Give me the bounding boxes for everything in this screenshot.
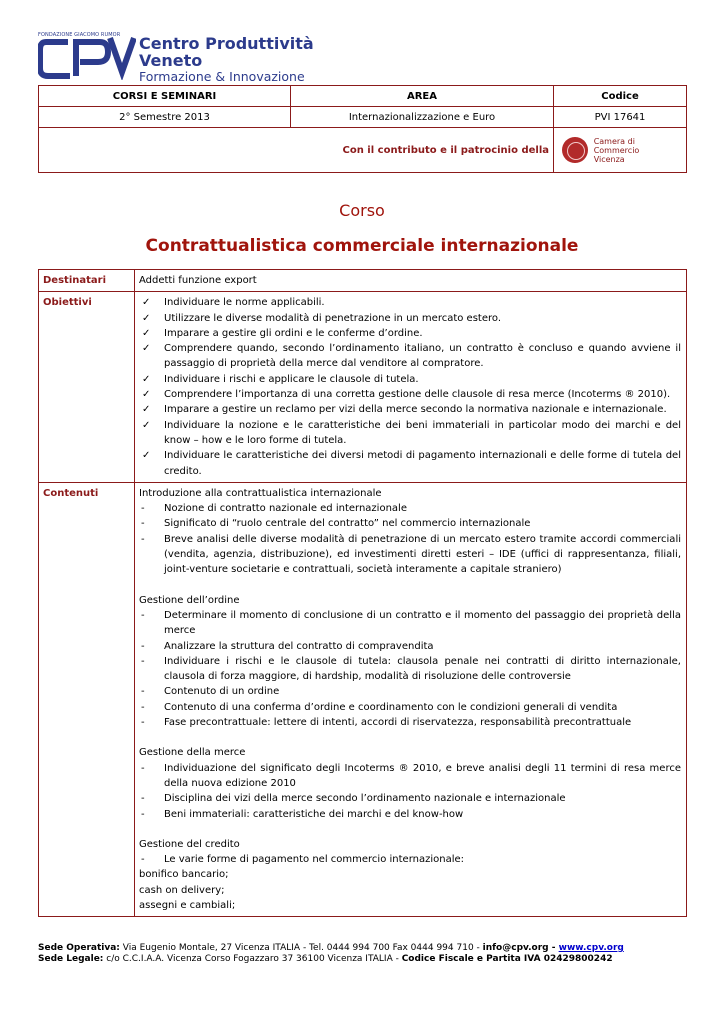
footer-operational-line: Sede Operativa: Via Eugenio Montale, 27 Vicenza ITALIA - Tel. 0444 994 700 Fax 0444 994 710 - info@cpv.org - www.cpv.org bbox=[38, 943, 624, 953]
course-label: Corso bbox=[339, 201, 385, 220]
check-icon: ✓ bbox=[142, 389, 151, 401]
list-item: - Breve analisi delle diverse modalità di penetrazione di un mercato estero tramite accordi commerciali (vendita, agenzia, distribuzione), ed investimenti diretti esteri – IDE (uffici di rappresentanza, filiali, joint-venture societarie e contrattuali, società interamente a capitale straniero) bbox=[141, 533, 681, 576]
section-intro-title: Introduzione alla contrattualistica internazionale bbox=[139, 487, 382, 499]
destinatari-label: Destinatari bbox=[39, 270, 135, 292]
footer-op-text: Via Eugenio Montale, 27 Vicenza ITALIA - Tel. 0444 994 700 Fax 0444 994 710 - bbox=[119, 943, 483, 953]
list-item: ✓ Individuare le caratteristiche dei diversi metodi di pagamento internazionali e delle forme di tutela del credito. bbox=[142, 450, 681, 477]
list-item: ✓ Individuare le norme applicabili. bbox=[139, 295, 681, 310]
payment-method: assegni e cambiali; bbox=[139, 899, 236, 911]
cpv-logo bbox=[38, 32, 318, 82]
section-order-title: Gestione dell’ordine bbox=[139, 594, 240, 606]
contenuti-label: Contenuti bbox=[39, 482, 135, 916]
obiettivi-label: Obiettivi bbox=[39, 292, 135, 483]
header-col-area: AREA bbox=[291, 86, 554, 107]
check-icon: ✓ bbox=[142, 373, 151, 385]
cpv-logo-mark bbox=[38, 32, 136, 80]
payment-method: cash on delivery; bbox=[139, 884, 225, 896]
footer-legal-text: c/o C.C.I.A.A. Vicenza Corso Fogazzaro 37 36100 Vicenza ITALIA - bbox=[103, 954, 402, 964]
list-item: - Le varie forme di pagamento nel commercio internazionale: bbox=[141, 854, 465, 866]
check-icon: ✓ bbox=[142, 450, 151, 462]
header-col-corsi: CORSI E SEMINARI bbox=[39, 86, 291, 107]
footer-tax-code: Codice Fiscale e Partita IVA 02429800242 bbox=[401, 954, 613, 964]
footer-legal-line bbox=[38, 954, 624, 965]
chamber-line-1: Camera di Commercio bbox=[593, 136, 640, 155]
check-icon: ✓ bbox=[142, 312, 151, 324]
contenuti-content bbox=[135, 482, 687, 916]
section-intro-list bbox=[139, 501, 681, 577]
list-item: - Determinare il momento di conclusione di un contratto e il momento del passaggio dei proprietà della merce bbox=[141, 609, 681, 637]
check-icon: ✓ bbox=[142, 404, 151, 416]
header-semester: 2° Semestre 2013 bbox=[39, 107, 291, 128]
section-goods-list bbox=[139, 761, 681, 822]
footer-website-link[interactable]: www.cpv.org bbox=[558, 943, 624, 953]
logo-line-3: Formazione & Innovazione bbox=[139, 69, 305, 84]
section-credit-title: Gestione del credito bbox=[139, 838, 240, 850]
section-goods-title: Gestione della merce bbox=[139, 747, 246, 759]
list-item: - Individuare i rischi e le clausole di tutela: clausola penale nei contratti di diritto internazionale, clausola di forza maggiore, di hardship, modalità di risoluzione delle controversie bbox=[141, 655, 681, 683]
list-item: ✓ Comprendere quando, secondo l’ordinamento italiano, un contratto è concluso e quando avviene il passaggio di proprietà della merce dal venditore al compratore. bbox=[142, 343, 681, 370]
footer-email[interactable]: info@cpv.org bbox=[482, 943, 549, 953]
list-item: - Contenuto di una conferma d’ordine e coordinamento con le condizioni generali di vendita bbox=[141, 701, 618, 713]
list-item: ✓ Individuare la nozione e le caratteristiche dei beni immateriali in particolar modo dei marchi e del know – how e le loro forme di tutela. bbox=[142, 419, 681, 446]
list-item: ✓ Imparare a gestire gli ordini e le conferme d’ordine. bbox=[139, 326, 681, 341]
destinatari-text: Addetti funzione export bbox=[135, 270, 687, 292]
payment-method: bonifico bancario; bbox=[139, 869, 229, 881]
list-item: - Disciplina dei vizi della merce secondo l’ordinamento nazionale e internazionale bbox=[141, 793, 566, 805]
footer bbox=[38, 943, 624, 965]
check-icon: ✓ bbox=[142, 297, 151, 309]
chamber-seal-icon bbox=[562, 137, 588, 163]
logo-line-2: Veneto bbox=[139, 51, 203, 70]
list-item: - Contenuto di un ordine bbox=[141, 686, 280, 698]
obiettivi-list bbox=[139, 295, 681, 479]
section-order-list bbox=[139, 608, 681, 730]
header-area-value: Internazionalizzazione e Euro bbox=[291, 107, 554, 128]
check-icon: ✓ bbox=[142, 327, 151, 339]
footer-legal-label: Sede Legale: bbox=[38, 954, 104, 964]
chamber-line-2: Vicenza bbox=[593, 154, 625, 164]
list-item: - Individuazione del significato degli Incoterms ® 2010, e breve analisi degli 11 termini di resa merce della nuova edizione 2010 bbox=[141, 762, 681, 789]
logo-line-1: Centro Produttività bbox=[139, 34, 314, 53]
list-item: - Significato di “ruolo centrale del contratto” nel commercio internazionale bbox=[141, 518, 531, 530]
section-credit-list bbox=[139, 852, 681, 867]
list-item: ✓ Individuare i rischi e applicare le clausole di tutela. bbox=[139, 372, 681, 387]
check-icon: ✓ bbox=[142, 419, 151, 431]
list-item: ✓ Utilizzare le diverse modalità di penetrazione in un mercato estero. bbox=[139, 311, 681, 326]
list-item: ✓ Imparare a gestire un reclamo per vizi della merce secondo la normativa nazionale e internazionale. bbox=[139, 402, 681, 417]
chamber-logo bbox=[554, 128, 687, 173]
course-details-table bbox=[38, 269, 687, 917]
list-item: - Fase precontrattuale: lettere di intenti, accordi di riservatezza, responsabilità precontrattuale bbox=[141, 717, 632, 729]
list-item: - Nozione di contratto nazionale ed internazionale bbox=[141, 503, 407, 515]
list-item: ✓ Comprendere l’importanza di una corretta gestione delle clausole di resa merce (Incoterms ® 2010). bbox=[139, 387, 681, 402]
contribution-text: Con il contributo e il patrocinio della bbox=[39, 128, 554, 173]
header-col-codice: Codice bbox=[554, 86, 687, 107]
footer-op-label: Sede Operativa: bbox=[38, 943, 120, 953]
list-item: - Analizzare la struttura del contratto di compravendita bbox=[141, 640, 434, 652]
logo-foundation-text: FONDAZIONE GIACOMO RUMOR bbox=[38, 32, 121, 38]
check-icon: ✓ bbox=[142, 343, 151, 355]
list-item: - Beni immateriali: caratteristiche dei marchi e del know-how bbox=[141, 808, 464, 820]
course-title: Contrattualistica commerciale internazionale bbox=[145, 236, 579, 256]
header-table bbox=[38, 85, 687, 173]
header-code-value: PVI 17641 bbox=[554, 107, 687, 128]
